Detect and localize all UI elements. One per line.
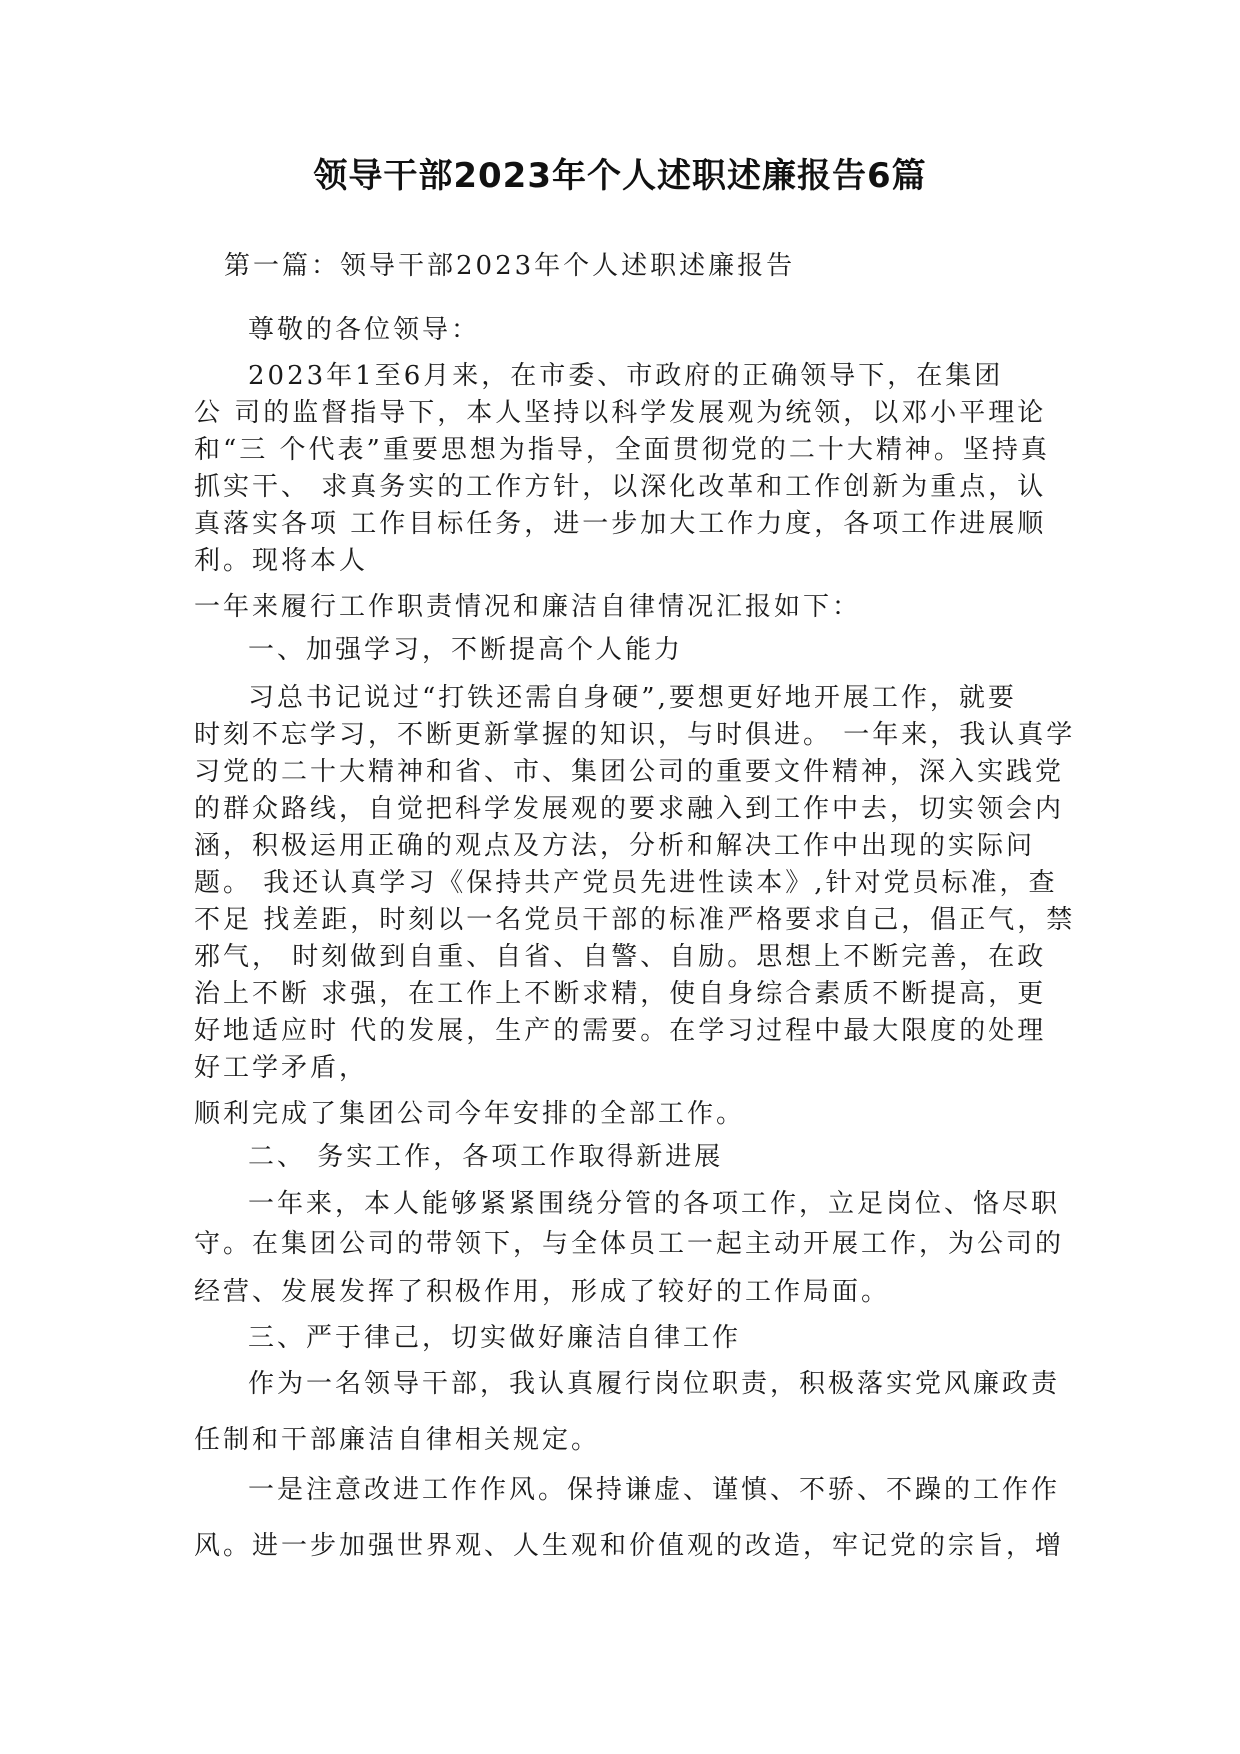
text-line: 习党的二十大精神和省、市、集团公司的重要文件精神，深入实践党 — [194, 757, 1065, 787]
section-heading: 三、严于律己，切实做好廉洁自律工作 — [248, 1323, 742, 1353]
document-title: 领导干部2023年个人述职述廉报告6篇 — [313, 156, 927, 196]
text-line: 尊敬的各位领导： — [248, 315, 481, 345]
text-line: 的群众路线，自觉把科学发展观的要求融入到工作中去，切实领会内 — [194, 794, 1065, 824]
text-line: 一年来履行工作职责情况和廉洁自律情况汇报如下： — [194, 592, 862, 622]
text-line: 守。在集团公司的带领下，与全体员工一起主动开展工作，为公司的 — [194, 1229, 1065, 1259]
section-heading: 一、加强学习，不断提高个人能力 — [248, 635, 684, 665]
text-line: 好工学矛盾， — [194, 1053, 369, 1083]
text-line: 抓实干、 求真务实的工作方针，以深化改革和工作创新为重点，认 — [194, 472, 1047, 502]
text-line: 一年来，本人能够紧紧围绕分管的各项工作，立足岗位、恪尽职 — [248, 1189, 1061, 1219]
text-line: 邪气， 时刻做到自重、自省、自警、自励。思想上不断完善，在政 — [194, 942, 1047, 972]
text-line: 真落实各项 工作目标任务，进一步加大工作力度，各项工作进展顺 — [194, 509, 1047, 539]
section-heading: 二、 务实工作，各项工作取得新进展 — [248, 1142, 724, 1172]
text-line: 2023年1至6月来，在市委、市政府的正确领导下，在集团 — [248, 361, 1004, 391]
text-line: 好地适应时 代的发展，生产的需要。在学习过程中最大限度的处理 — [194, 1016, 1047, 1046]
text-line: 风。进一步加强世界观、人生观和价值观的改造，牢记党的宗旨，增 — [194, 1531, 1065, 1561]
text-line: 任制和干部廉洁自律相关规定。 — [194, 1425, 601, 1455]
text-line: 公 司的监督指导下，本人坚持以科学发展观为统领，以邓小平理论 — [194, 398, 1047, 428]
text-line: 一是注意改进工作作风。保持谦虚、谨慎、不骄、不躁的工作作 — [248, 1475, 1061, 1505]
text-line: 题。 我还认真学习《保持共产党员先进性读本》,针对党员标准，查 — [194, 868, 1058, 898]
text-line: 不足 找差距，时刻以一名党员干部的标准严格要求自己，倡正气，禁 — [194, 905, 1076, 935]
text-line: 顺利完成了集团公司今年安排的全部工作。 — [194, 1099, 746, 1129]
text-line: 时刻不忘学习，不断更新掌握的知识，与时俱进。 一年来，我认真学 — [194, 720, 1076, 750]
text-line: 作为一名领导干部，我认真履行岗位职责，积极落实党风廉政责 — [248, 1369, 1061, 1399]
text-line: 第一篇：领导干部2023年个人述职述廉报告 — [224, 251, 796, 281]
text-line: 涵，积极运用正确的观点及方法，分析和解决工作中出现的实际问 — [194, 831, 1036, 861]
text-line: 治上不断 求强，在工作上不断求精，使自身综合素质不断提高，更 — [194, 979, 1047, 1009]
text-line: 利。现将本人 — [194, 546, 369, 576]
text-line: 和“三 个代表”重要思想为指导，全面贯彻党的二十大精神。坚持真 — [194, 435, 1050, 465]
text-line: 经营、发展发挥了积极作用，形成了较好的工作局面。 — [194, 1277, 891, 1307]
text-line: 习总书记说过“打铁还需自身硬”,要想更好地开展工作，就要 — [248, 683, 1017, 713]
